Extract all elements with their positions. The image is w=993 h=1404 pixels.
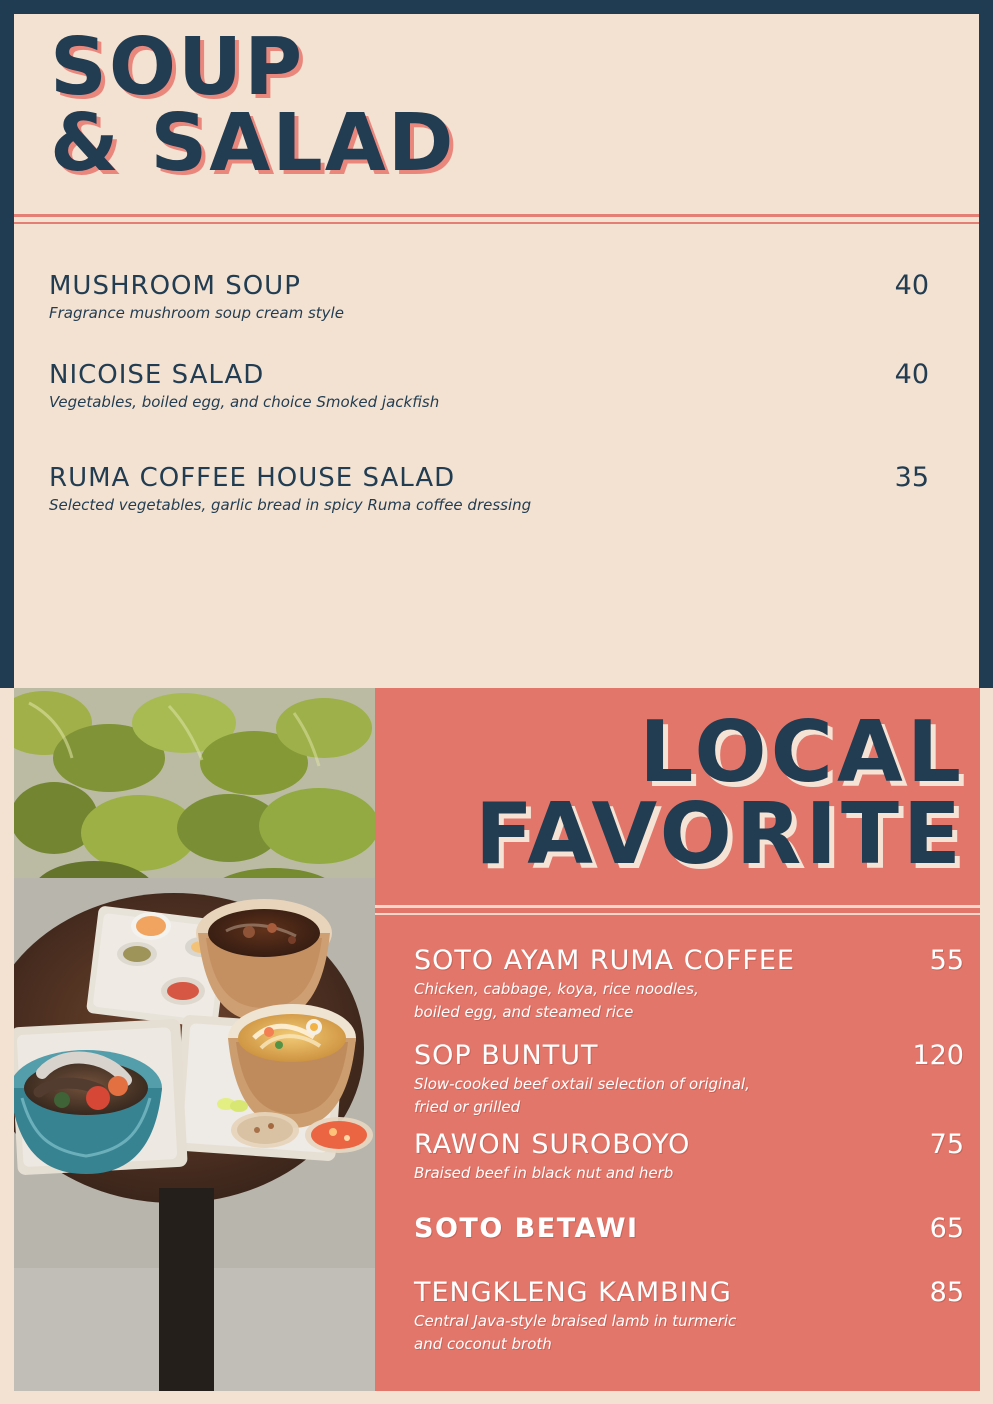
menu-item-price: 65 xyxy=(929,1213,964,1244)
menu-item-description-line2: and coconut broth xyxy=(414,1335,552,1353)
left-frame-border xyxy=(0,0,14,688)
menu-item-price: 85 xyxy=(929,1277,964,1308)
menu-item-name: NICOISE SALAD xyxy=(49,360,265,390)
menu-item-tengkleng-kambing xyxy=(414,1277,964,1356)
menu-item-description xyxy=(414,1162,804,1185)
food-photo-illustration xyxy=(14,688,375,1391)
soup-salad-divider xyxy=(14,214,979,224)
menu-item-description-line1: Central Java-style braised lamb in turmeric xyxy=(414,1312,737,1330)
menu-item-name: TENGKLENG KAMBING xyxy=(414,1277,732,1308)
menu-item-nicoise-salad xyxy=(49,360,929,411)
menu-item-price: 120 xyxy=(912,1040,964,1071)
menu-item-description-line1: Chicken, cabbage, koya, rice noodles, xyxy=(414,980,699,998)
menu-item-sop-buntut xyxy=(414,1040,964,1119)
menu-item-price: 75 xyxy=(929,1129,964,1160)
menu-item-description xyxy=(414,1073,804,1119)
menu-item-rawon-suroboyo xyxy=(414,1129,964,1185)
top-frame-border xyxy=(0,0,993,14)
menu-item-description-line1: Slow-cooked beef oxtail selection of original, xyxy=(414,1075,750,1093)
menu-item-price: 35 xyxy=(894,462,929,493)
menu-item-price: 40 xyxy=(894,270,929,301)
menu-item-description: Selected vegetables, garlic bread in spicy Ruma coffee dressing xyxy=(49,496,532,514)
right-frame-border xyxy=(979,0,993,688)
menu-item-soto-ayam-ruma-coffee xyxy=(414,945,964,1024)
soup-salad-title-line1: SOUP xyxy=(50,21,305,113)
menu-item-price: 55 xyxy=(929,945,964,976)
local-favorite-title-line2: FAVORITE xyxy=(475,784,965,884)
menu-item-soto-betawi xyxy=(414,1213,964,1245)
menu-item-name: RAWON SUROBOYO xyxy=(414,1129,691,1160)
soup-salad-title xyxy=(50,21,456,189)
menu-item-description: Vegetables, boiled egg, and choice Smoked jackfish xyxy=(49,393,440,411)
local-favorite-title-line1: LOCAL xyxy=(639,703,965,802)
menu-item-name: MUSHROOM SOUP xyxy=(49,271,301,301)
soup-salad-title-line2: & SALAD xyxy=(50,96,456,189)
food-photo xyxy=(14,688,375,1391)
menu-item-name: SOTO BETAWI xyxy=(414,1213,639,1244)
menu-item-description: Fragrance mushroom soup cream style xyxy=(49,304,344,322)
menu-item-ruma-coffee-house-salad xyxy=(49,463,929,514)
menu-item-mushroom-soup xyxy=(49,271,929,322)
menu-item-description-line2: fried or grilled xyxy=(414,1098,521,1116)
menu-item-description xyxy=(414,1310,804,1356)
menu-item-name: SOTO AYAM RUMA COFFEE xyxy=(414,945,795,976)
menu-item-description-line1: Braised beef in black nut and herb xyxy=(414,1164,674,1182)
local-favorite-title xyxy=(475,703,965,884)
menu-item-price: 40 xyxy=(894,359,929,390)
local-favorite-divider xyxy=(375,905,980,915)
menu-item-name: SOP BUNTUT xyxy=(414,1040,599,1071)
menu-item-description-line2: boiled egg, and steamed rice xyxy=(414,1003,634,1021)
menu-item-name: RUMA COFFEE HOUSE SALAD xyxy=(49,463,456,493)
menu-item-description xyxy=(414,978,804,1024)
